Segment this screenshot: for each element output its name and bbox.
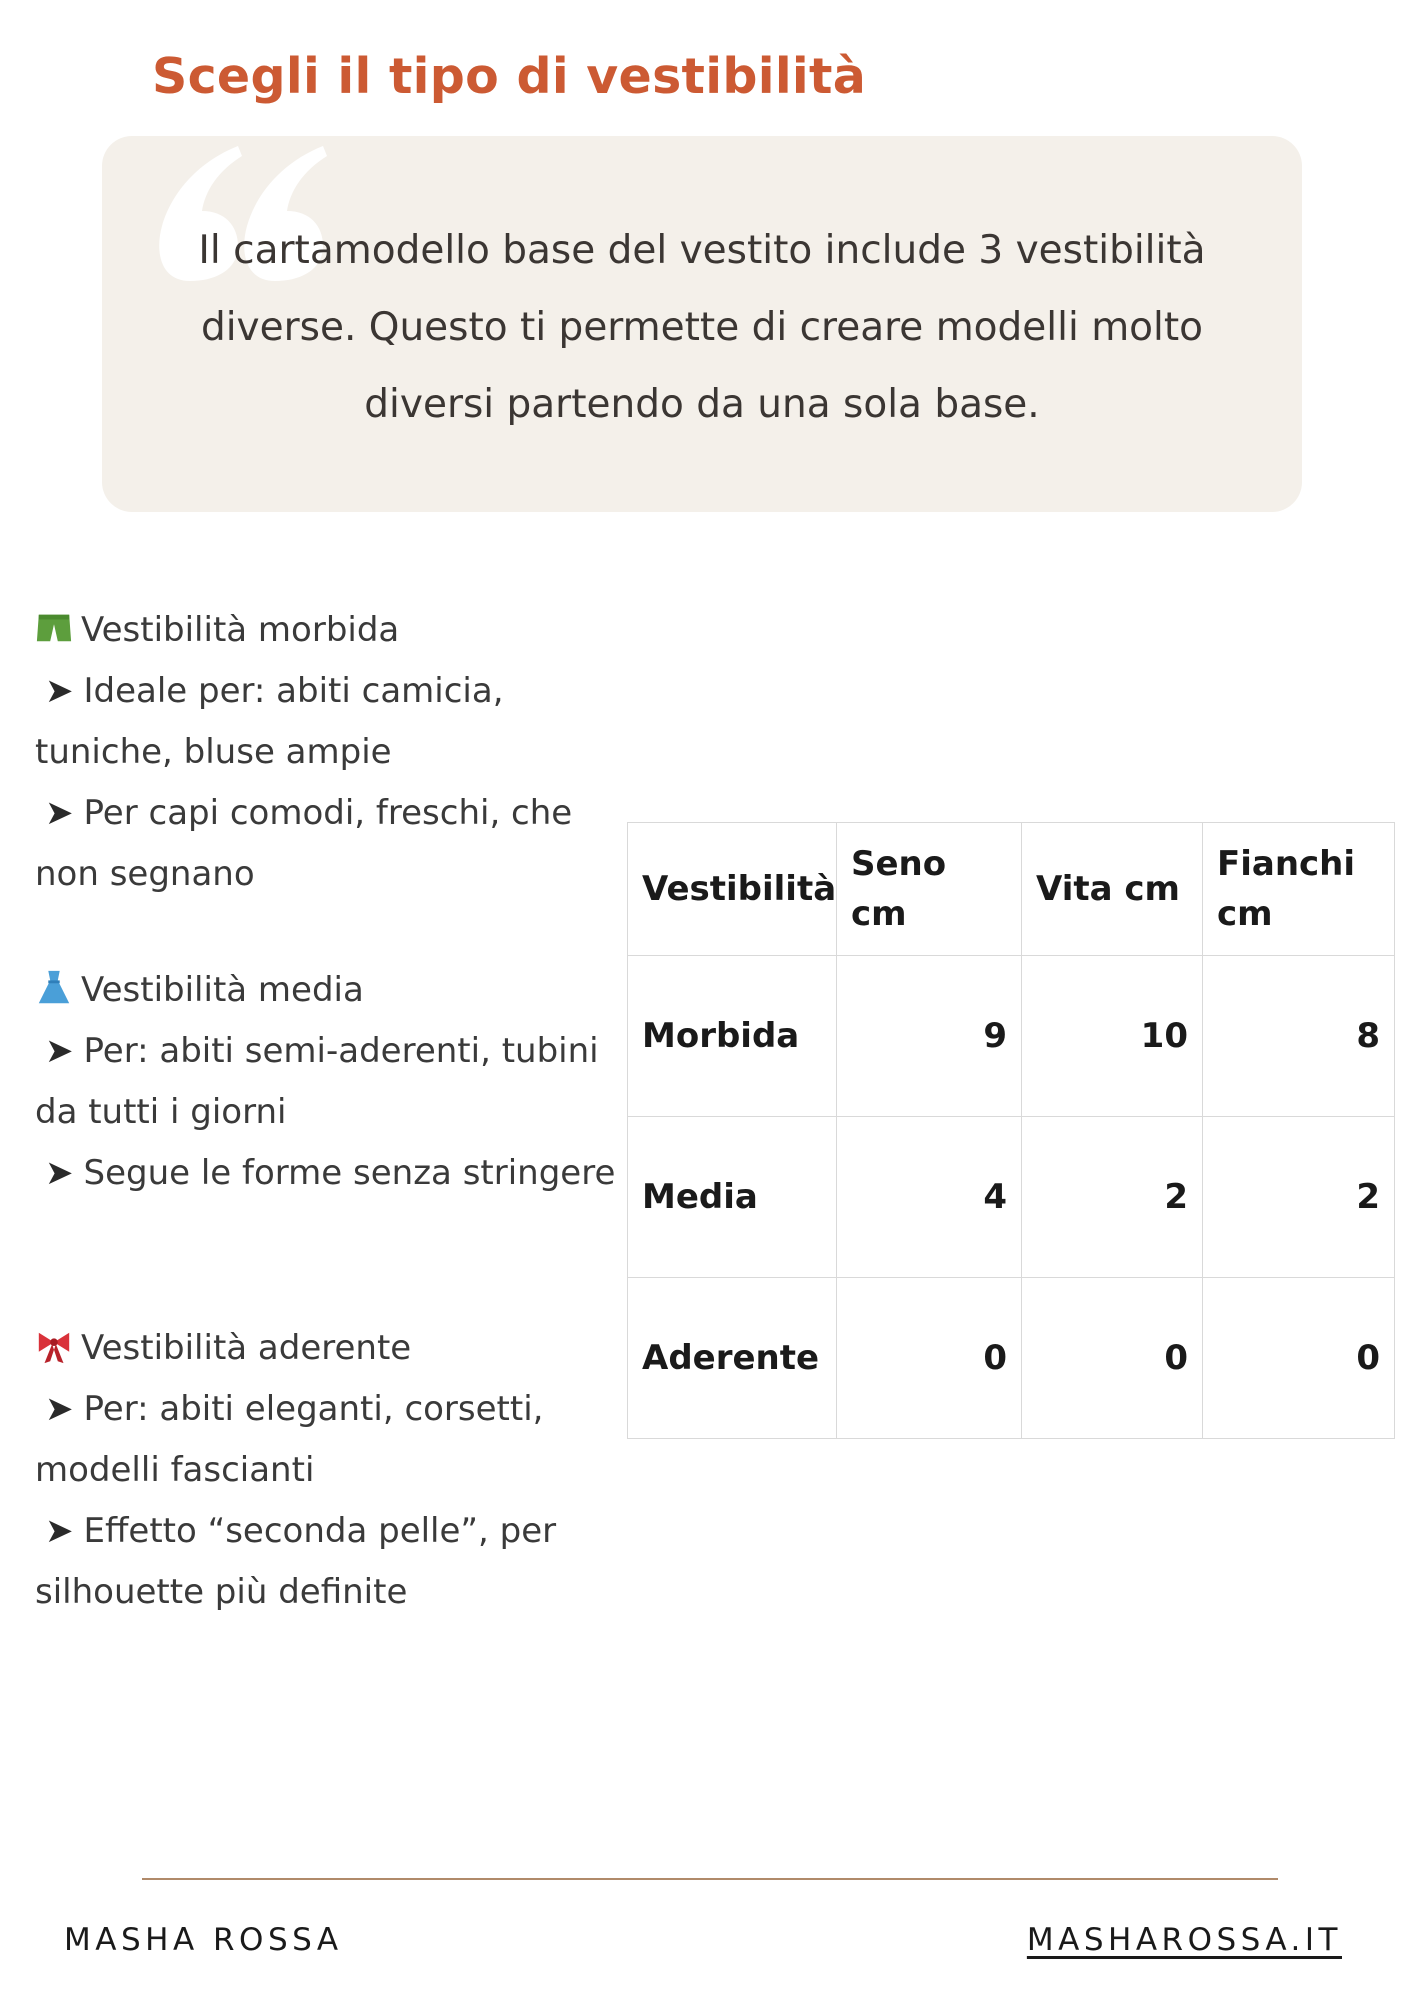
bullet-continuation: modelli fascianti bbox=[35, 1450, 315, 1490]
table-cell: 0 bbox=[1203, 1278, 1395, 1439]
bullet bbox=[35, 1501, 615, 1562]
table-header-row bbox=[628, 823, 1395, 956]
section-morbida bbox=[35, 600, 615, 905]
quote-line: Il cartamodello base del vestito include 3 vestibilità bbox=[198, 228, 1206, 273]
bullet-text: Effetto “seconda pelle”, per bbox=[83, 1511, 557, 1551]
bullet-continuation: non segnano bbox=[35, 854, 255, 894]
bullet bbox=[35, 661, 615, 722]
table-row bbox=[628, 956, 1395, 1117]
bullet-continuation: silhouette più definite bbox=[35, 1572, 408, 1612]
bullet-text: Per: abiti semi-aderenti, tubini bbox=[83, 1031, 599, 1071]
quote-line: diverse. Questo ti permette di creare modelli molto bbox=[200, 305, 1204, 350]
section-heading bbox=[35, 1318, 615, 1379]
table-cell-label: Morbida bbox=[628, 956, 837, 1117]
table-cell-label: Aderente bbox=[628, 1278, 837, 1439]
quote-text bbox=[150, 212, 1254, 443]
ribbon-icon bbox=[35, 1327, 73, 1365]
arrow-icon: ➤ bbox=[45, 1511, 74, 1551]
bullet-text: Segue le forme senza stringere bbox=[83, 1153, 616, 1193]
table-cell: 4 bbox=[837, 1117, 1022, 1278]
arrow-icon: ➤ bbox=[45, 1389, 74, 1429]
table-cell: 0 bbox=[837, 1278, 1022, 1439]
fit-table bbox=[627, 822, 1395, 1439]
column-header: Vita cm bbox=[1022, 823, 1203, 956]
table-cell: 9 bbox=[837, 956, 1022, 1117]
arrow-icon: ➤ bbox=[45, 793, 74, 833]
table-cell: 2 bbox=[1203, 1117, 1395, 1278]
section-heading-text: Vestibilità morbida bbox=[81, 610, 400, 650]
arrow-icon: ➤ bbox=[45, 1031, 74, 1071]
table-row bbox=[628, 1117, 1395, 1278]
page-title: Scegli il tipo di vestibilità bbox=[152, 48, 867, 105]
bullet-text: Per capi comodi, freschi, che bbox=[83, 793, 573, 833]
arrow-icon: ➤ bbox=[45, 1153, 74, 1193]
column-header: Fianchi cm bbox=[1203, 823, 1395, 956]
bullet-text: Per: abiti eleganti, corsetti, bbox=[83, 1389, 544, 1429]
bullet bbox=[35, 1021, 615, 1082]
table-cell-label: Media bbox=[628, 1117, 837, 1278]
table-cell: 2 bbox=[1022, 1117, 1203, 1278]
bullet bbox=[35, 1143, 615, 1204]
arrow-icon: ➤ bbox=[45, 671, 74, 711]
footer-brand: MASHA ROSSA bbox=[64, 1922, 343, 1958]
table-cell: 10 bbox=[1022, 956, 1203, 1117]
section-heading bbox=[35, 960, 615, 1021]
section-aderente bbox=[35, 1318, 615, 1623]
section-heading-text: Vestibilità media bbox=[81, 970, 364, 1010]
bullet bbox=[35, 783, 615, 844]
dress-icon bbox=[35, 969, 73, 1007]
column-header: Vestibilità bbox=[628, 823, 837, 956]
table-row bbox=[628, 1278, 1395, 1439]
section-media bbox=[35, 960, 615, 1204]
shorts-icon bbox=[35, 609, 73, 647]
table-cell: 0 bbox=[1022, 1278, 1203, 1439]
column-header: Seno cm bbox=[837, 823, 1022, 956]
bullet-text: Ideale per: abiti camicia, bbox=[83, 671, 504, 711]
quote-line: diversi partendo da una sola base. bbox=[364, 382, 1040, 427]
footer-website-link[interactable]: MASHAROSSA.IT bbox=[1026, 1922, 1342, 1958]
section-heading-text: Vestibilità aderente bbox=[81, 1328, 412, 1368]
bullet-continuation: tuniche, bluse ampie bbox=[35, 732, 392, 772]
bullet bbox=[35, 1379, 615, 1440]
bullet-continuation: da tutti i giorni bbox=[35, 1092, 287, 1132]
section-heading bbox=[35, 600, 615, 661]
footer-divider bbox=[142, 1878, 1278, 1880]
table-cell: 8 bbox=[1203, 956, 1395, 1117]
